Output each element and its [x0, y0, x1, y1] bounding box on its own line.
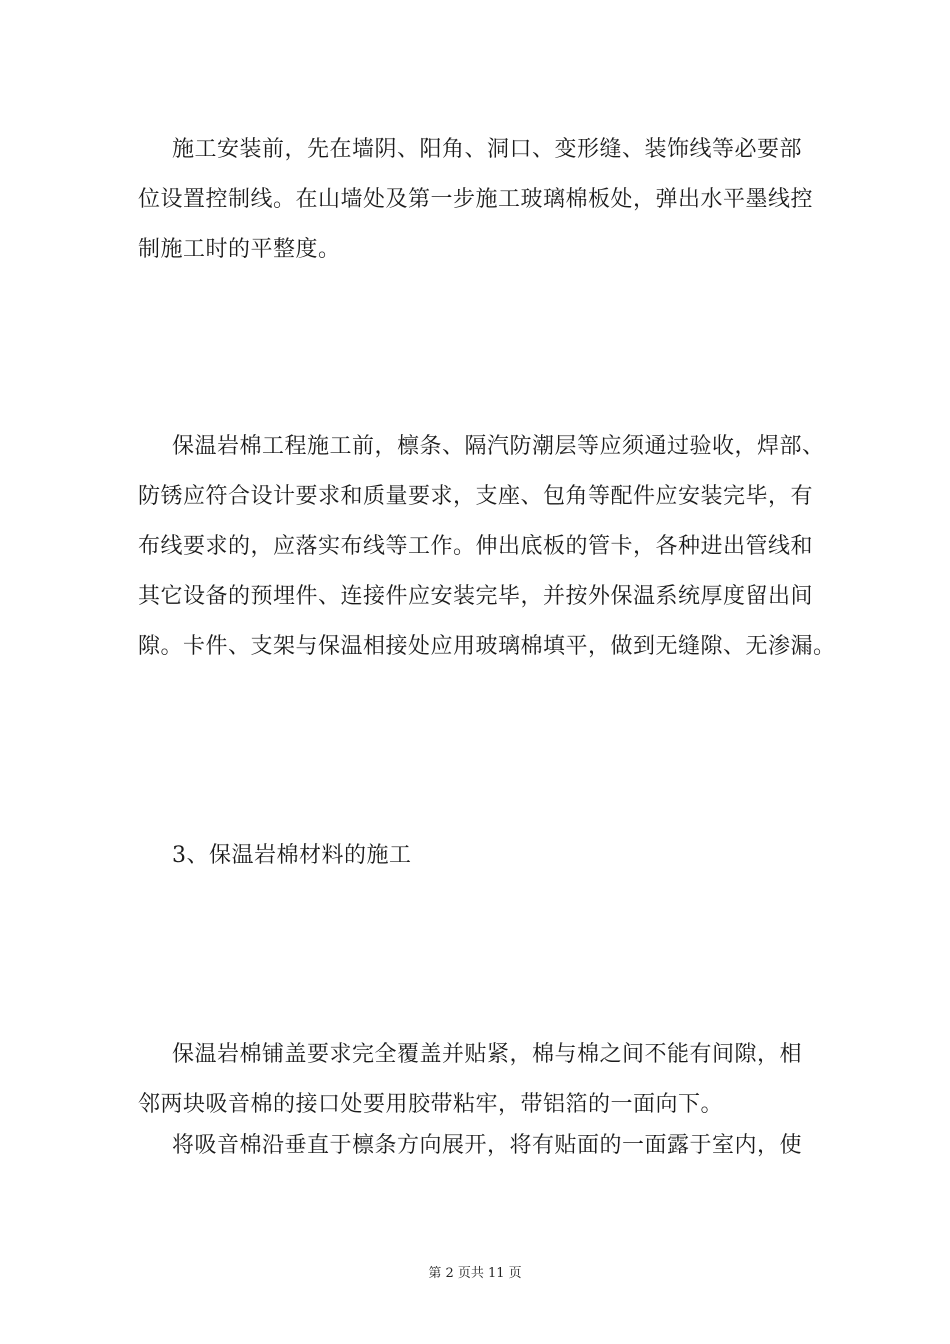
paragraph-2-line-2: 防锈应符合设计要求和质量要求，支座、包角等配件应安装完毕，有: [138, 484, 814, 509]
paragraph-4-line-1: 将吸音棉沿垂直于檩条方向展开，将有贴面的一面露于室内，使: [172, 1133, 803, 1158]
paragraph-2-line-3: 布线要求的，应落实布线等工作。伸出底板的管卡，各种进出管线和: [138, 534, 814, 559]
paragraph-3-line-2: 邻两块吸音棉的接口处要用胶带粘牢，带铝箔的一面向下。: [138, 1092, 724, 1117]
paragraph-1-line-2: 位设置控制线。在山墙处及第一步施工玻璃棉板处，弹出水平墨线控: [138, 187, 814, 212]
paragraph-2-line-4: 其它设备的预埋件、连接件应安装完毕，并按外保温系统厚度留出间: [138, 584, 814, 609]
paragraph-3-line-1: 保温岩棉铺盖要求完全覆盖并贴紧，棉与棉之间不能有间隙，相: [172, 1042, 803, 1067]
paragraph-1-line-3: 制施工时的平整度。: [138, 237, 341, 262]
paragraph-2-line-1: 保温岩棉工程施工前，檩条、隔汽防潮层等应须通过验收，焊部、: [172, 434, 825, 459]
section-heading: 3、保温岩棉材料的施工: [172, 843, 412, 868]
paragraph-2-line-5: 隙。卡件、支架与保温相接处应用玻璃棉填平，做到无缝隙、无渗漏。: [138, 634, 836, 659]
page-number-footer: 第 2 页共 11 页: [428, 1266, 522, 1281]
paragraph-1-line-1: 施工安装前，先在墙阴、阳角、洞口、变形缝、装饰线等必要部: [172, 137, 803, 162]
